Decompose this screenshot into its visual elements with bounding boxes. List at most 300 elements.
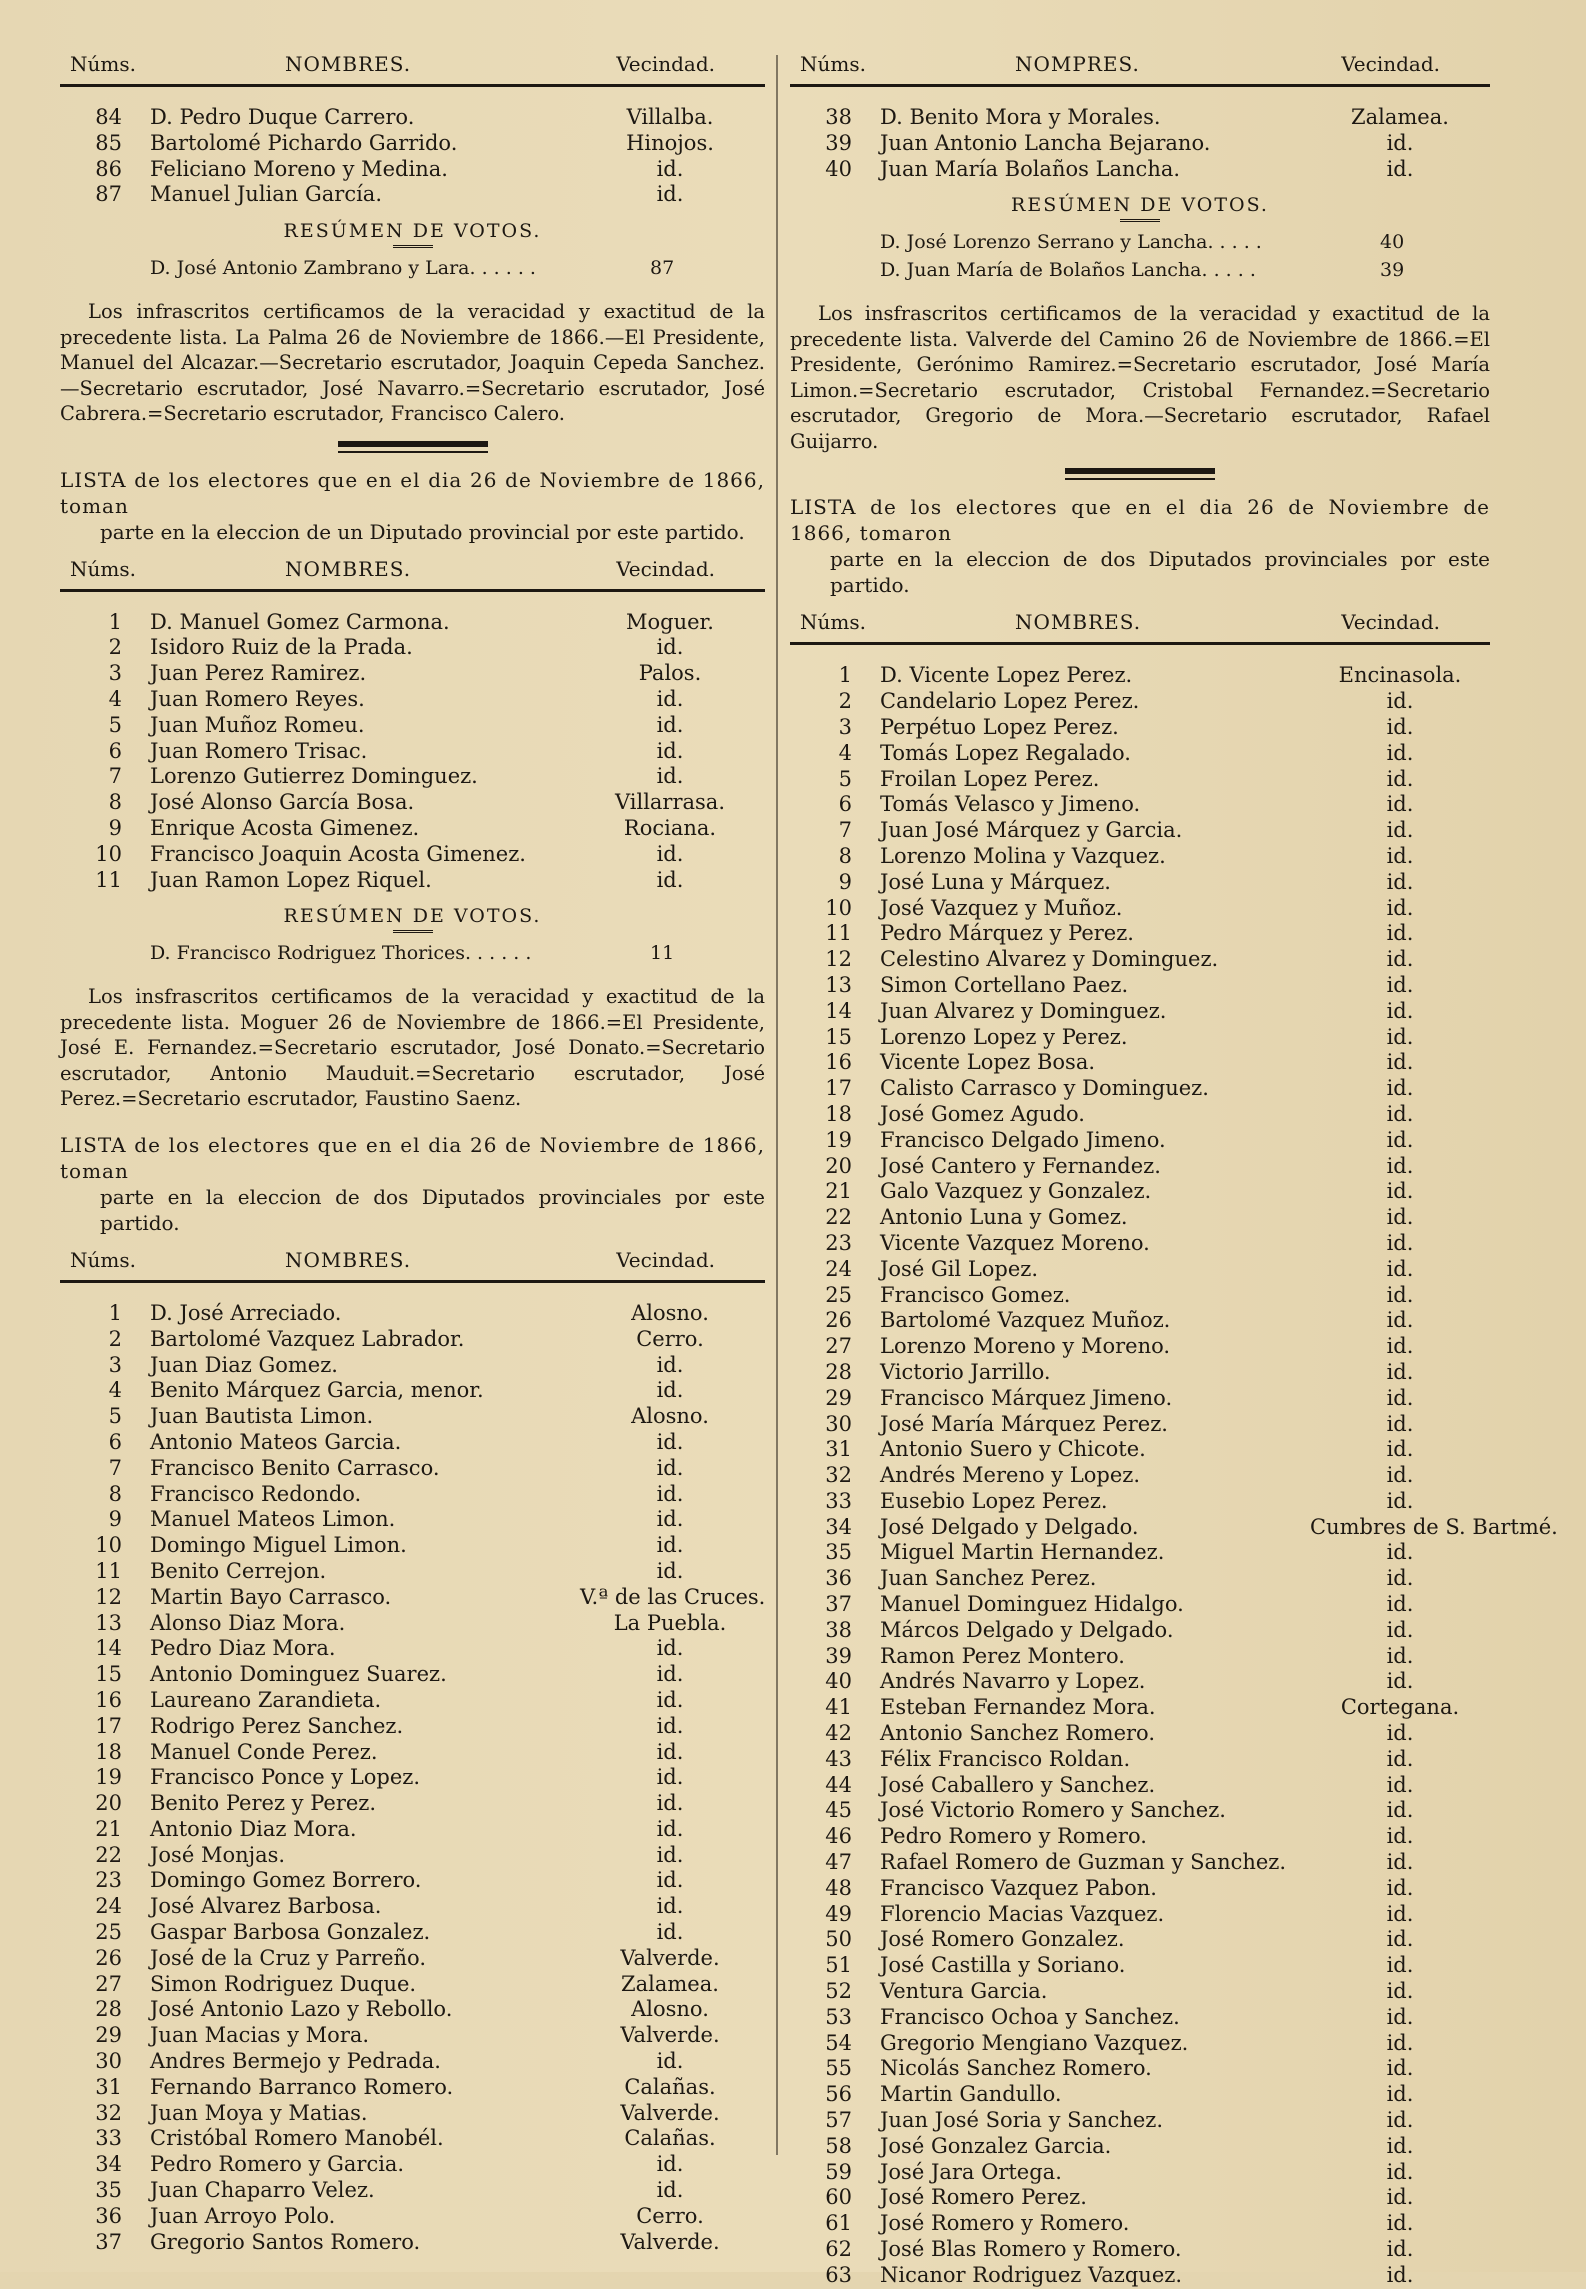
table-row	[60, 1946, 765, 1972]
row-vecindad: Calañas.	[624, 2074, 716, 2099]
table-row	[790, 131, 1490, 157]
row-vecindad: Cortegana.	[1340, 1695, 1460, 1720]
row-number: 21	[95, 1816, 122, 1841]
lista-line-2: parte en la eleccion de dos Diputados provinciales por este partido.	[830, 547, 1490, 598]
header-num: Núms.	[800, 610, 866, 635]
table-row	[790, 1128, 1490, 1154]
row-number: 1	[108, 1300, 122, 1325]
header-num: Núms.	[70, 1247, 136, 1272]
row-number: 40	[825, 1669, 852, 1694]
table-row	[60, 1559, 765, 1585]
row-number: 6	[108, 738, 122, 763]
row-name: Calisto Carrasco y Dominguez.	[880, 1076, 1209, 1101]
table-row	[790, 1463, 1490, 1489]
table-row	[60, 1507, 765, 1533]
row-name: José Victorio Romero y Sanchez.	[880, 1798, 1226, 1823]
table-row	[60, 764, 765, 790]
row-vecindad: Calañas.	[624, 2126, 716, 2151]
row-vecindad: Palos.	[638, 661, 702, 686]
row-name: Cristóbal Romero Manobél.	[150, 2126, 444, 2151]
table-row	[790, 1231, 1490, 1257]
table-row	[790, 921, 1490, 947]
row-number: 31	[825, 1437, 852, 1462]
row-name: José Luna y Márquez.	[880, 869, 1111, 894]
row-number: 6	[838, 792, 852, 817]
row-name: Candelario Lopez Perez.	[880, 689, 1140, 714]
row-number: 10	[825, 895, 852, 920]
row-number: 24	[95, 1894, 122, 1919]
row-vecindad: id.	[1386, 1592, 1414, 1617]
table-row	[60, 1585, 765, 1611]
section-rule-thick	[338, 441, 488, 447]
row-vecindad: Alosno.	[631, 1997, 709, 2022]
row-vecindad: id.	[1386, 1205, 1414, 1230]
table-row	[790, 2108, 1490, 2134]
row-number: 39	[825, 1643, 852, 1668]
row-vecindad: id.	[1386, 156, 1414, 181]
row-vecindad: Alosno.	[631, 1300, 709, 1325]
row-number: 33	[825, 1488, 852, 1513]
row-vecindad: Valverde.	[620, 2100, 720, 2125]
table-row	[790, 2160, 1490, 2186]
row-name: Juan Alvarez y Dominguez.	[880, 998, 1167, 1023]
row-vecindad: id.	[1386, 2082, 1414, 2107]
vote-line	[60, 942, 765, 970]
row-vecindad: id.	[1386, 869, 1414, 894]
table-row	[790, 1360, 1490, 1386]
row-number: 53	[825, 2004, 852, 2029]
header-vecindad: Vecindad.	[616, 556, 715, 581]
table-header	[790, 50, 1490, 87]
row-number: 27	[95, 1971, 122, 1996]
row-vecindad: id.	[1386, 2237, 1414, 2261]
row-vecindad: id.	[1386, 2108, 1414, 2133]
table-row	[60, 739, 765, 765]
row-name: Rafael Romero de Guzman y Sanchez.	[880, 1850, 1287, 1875]
row-vecindad: id.	[1386, 1669, 1414, 1694]
table-row	[790, 2237, 1490, 2263]
table-row	[60, 2230, 765, 2256]
row-name: Benito Cerrejon.	[150, 1558, 327, 1583]
table-row	[60, 1920, 765, 1946]
row-name: Perpétuo Lopez Perez.	[880, 714, 1119, 739]
table-row	[790, 1489, 1490, 1515]
row-name: Juan Macias y Mora.	[150, 2023, 370, 2048]
lista-heading	[790, 494, 1490, 598]
table-row	[60, 2023, 765, 2049]
row-name: Pedro Márquez y Perez.	[880, 921, 1134, 946]
row-name: Bartolomé Vazquez Labrador.	[150, 1326, 465, 1351]
row-name: José Caballero y Sanchez.	[880, 1772, 1156, 1797]
row-number: 29	[825, 1385, 852, 1410]
table-row	[60, 1894, 765, 1920]
row-name: Laureano Zarandieta.	[150, 1687, 382, 1712]
row-vecindad: Villarrasa.	[614, 790, 726, 815]
row-name: Antonio Luna y Gomez.	[880, 1205, 1128, 1230]
row-number: 41	[825, 1695, 852, 1720]
row-number: 48	[825, 1875, 852, 1900]
row-vecindad: id.	[1386, 714, 1414, 739]
vote-count: 40	[1380, 231, 1405, 254]
table-row	[790, 2082, 1490, 2108]
row-name: José Gonzalez Garcia.	[880, 2133, 1112, 2158]
row-name: Simon Cortellano Paez.	[880, 972, 1129, 997]
row-vecindad: id.	[1386, 921, 1414, 946]
row-name: Juan Arroyo Polo.	[150, 2203, 336, 2228]
table-row	[790, 2005, 1490, 2031]
row-number: 38	[825, 105, 852, 129]
row-vecindad: id.	[1386, 2004, 1414, 2029]
row-vecindad: id.	[1386, 2159, 1414, 2184]
row-vecindad: id.	[1386, 130, 1414, 155]
lista-line-1: LISTA de los electores que en el dia 26 de Noviembre de 1866, toman	[60, 467, 765, 518]
table-row	[60, 2126, 765, 2152]
row-vecindad: id.	[1386, 2262, 1414, 2287]
row-name: Juan Chaparro Velez.	[150, 2178, 375, 2203]
row-vecindad: id.	[1386, 1617, 1414, 1642]
row-number: 84	[95, 105, 122, 129]
table-row	[790, 1334, 1490, 1360]
lista-heading	[60, 467, 765, 545]
row-number: 60	[825, 2185, 852, 2210]
row-vecindad: id.	[656, 1920, 684, 1945]
row-name: José Alonso García Bosa.	[150, 790, 415, 815]
row-vecindad: id.	[1386, 1772, 1414, 1797]
table-row	[790, 157, 1490, 183]
table-row	[60, 1843, 765, 1869]
row-number: 47	[825, 1850, 852, 1875]
row-vecindad: id.	[1386, 1953, 1414, 1978]
row-name: Francisco Ponce y Lopez.	[150, 1765, 421, 1790]
section-rule-thick	[1065, 468, 1215, 474]
table-row	[790, 663, 1490, 689]
row-number: 6	[108, 1429, 122, 1454]
row-vecindad: id.	[1386, 1540, 1414, 1565]
row-name: Celestino Alvarez y Dominguez.	[880, 947, 1219, 972]
table-row	[790, 2211, 1490, 2237]
row-vecindad: Rociana.	[623, 816, 717, 841]
table-row	[60, 2101, 765, 2127]
table-row	[60, 1997, 765, 2023]
row-vecindad: Cerro.	[636, 2203, 704, 2228]
row-name: Manuel Conde Perez.	[150, 1739, 378, 1764]
table-row	[60, 610, 765, 636]
row-number: 31	[95, 2074, 122, 2099]
header-nombres: NOMPRES.	[1015, 52, 1140, 76]
row-number: 52	[825, 1979, 852, 2004]
row-vecindad: id.	[656, 687, 684, 712]
table-row	[60, 687, 765, 713]
row-name: D. José Arreciado.	[150, 1300, 342, 1325]
row-number: 37	[95, 2229, 122, 2254]
row-name: Domingo Miguel Limon.	[150, 1533, 407, 1558]
row-number: 5	[838, 766, 852, 791]
table-row	[60, 1430, 765, 1456]
row-name: Juan José Soria y Sanchez.	[880, 2108, 1164, 2133]
row-number: 3	[108, 661, 122, 686]
row-number: 7	[108, 1455, 122, 1480]
row-name: Francisco Delgado Jimeno.	[880, 1127, 1166, 1152]
row-vecindad: id.	[1386, 1437, 1414, 1462]
row-vecindad: id.	[656, 1429, 684, 1454]
row-number: 85	[95, 130, 122, 155]
row-name: Gregorio Mengiano Vazquez.	[880, 2030, 1189, 2055]
table-row	[790, 1876, 1490, 1902]
table-row	[60, 1611, 765, 1637]
table-row	[790, 1566, 1490, 1592]
row-vecindad: Zalamea.	[621, 1971, 719, 1996]
row-name: Tomás Lopez Regalado.	[880, 740, 1131, 765]
row-name: Antonio Sanchez Romero.	[880, 1721, 1155, 1746]
row-number: 16	[825, 1050, 852, 1075]
row-number: 42	[825, 1721, 852, 1746]
row-name: José Cantero y Fernandez.	[880, 1153, 1161, 1178]
row-name: José Romero Perez.	[880, 2185, 1087, 2210]
row-vecindad: id.	[1386, 1901, 1414, 1926]
row-name: Enrique Acosta Gimenez.	[150, 816, 420, 841]
row-vecindad: id.	[1386, 1385, 1414, 1410]
row-name: Antonio Mateos Garcia.	[150, 1429, 402, 1454]
row-number: 19	[95, 1765, 122, 1790]
row-number: 9	[108, 816, 122, 841]
row-vecindad: id.	[656, 1352, 684, 1377]
row-number: 29	[95, 2023, 122, 2048]
row-vecindad: id.	[1386, 1927, 1414, 1952]
row-number: 25	[825, 1282, 852, 1307]
row-vecindad: id.	[1386, 1875, 1414, 1900]
row-number: 87	[95, 182, 122, 207]
double-rule	[393, 930, 433, 936]
row-vecindad: id.	[656, 635, 684, 660]
row-name: Feliciano Moreno y Medina.	[150, 156, 448, 181]
table-row	[60, 131, 765, 157]
row-name: Gregorio Santos Romero.	[150, 2229, 421, 2254]
table-row	[790, 1927, 1490, 1953]
row-vecindad: id.	[1386, 998, 1414, 1023]
row-vecindad: id.	[1386, 1050, 1414, 1075]
row-name: Juan Bautista Limon.	[150, 1404, 374, 1429]
lista-line-1: LISTA de los electores que en el dia 26 de Noviembre de 1866, tomaron	[790, 495, 1490, 546]
row-vecindad: id.	[1386, 1798, 1414, 1823]
row-name: Nicolás Sanchez Romero.	[880, 2056, 1152, 2081]
row-number: 55	[825, 2056, 852, 2081]
lista-line-1: LISTA de los electores que en el dia 26 de Noviembre de 1866, toman	[60, 1132, 765, 1183]
table-row	[60, 1972, 765, 1998]
row-number: 22	[95, 1842, 122, 1867]
row-vecindad: id.	[1386, 2030, 1414, 2055]
row-number: 2	[108, 1326, 122, 1351]
lista-heading	[60, 1132, 765, 1236]
row-number: 57	[825, 2108, 852, 2133]
row-vecindad: id.	[656, 156, 684, 181]
row-name: Simon Rodriguez Duque.	[150, 1971, 417, 1996]
table-row	[790, 1205, 1490, 1231]
header-vecindad: Vecindad.	[616, 52, 715, 76]
table-row	[60, 1765, 765, 1791]
table-row	[790, 2056, 1490, 2082]
row-vecindad: id.	[1386, 818, 1414, 843]
row-number: 5	[108, 712, 122, 737]
table-row	[60, 2204, 765, 2230]
table-row	[60, 157, 765, 183]
row-number: 3	[838, 714, 852, 739]
row-number: 24	[825, 1256, 852, 1281]
row-number: 20	[95, 1791, 122, 1816]
table-row	[790, 973, 1490, 999]
row-vecindad: id.	[1386, 1101, 1414, 1126]
row-name: José Romero y Romero.	[880, 2211, 1130, 2236]
row-vecindad: id.	[1386, 1824, 1414, 1849]
table-row	[790, 947, 1490, 973]
row-number: 30	[95, 2049, 122, 2074]
row-vecindad: id.	[656, 1558, 684, 1583]
row-vecindad: id.	[1386, 1308, 1414, 1333]
row-number: 2	[108, 635, 122, 660]
table-row	[790, 1669, 1490, 1695]
table-row	[790, 1257, 1490, 1283]
row-name: Lorenzo Molina y Vazquez.	[880, 843, 1166, 868]
row-name: José Jara Ortega.	[880, 2159, 1062, 2184]
row-vecindad: id.	[1386, 1850, 1414, 1875]
row-name: José Antonio Lazo y Rebollo.	[150, 1997, 453, 2022]
row-name: Isidoro Ruiz de la Prada.	[150, 635, 413, 660]
row-name: Francisco Redondo.	[150, 1481, 362, 1506]
row-number: 40	[825, 156, 852, 181]
table-row	[790, 1695, 1490, 1721]
table-row	[790, 1644, 1490, 1670]
row-name: Márcos Delgado y Delgado.	[880, 1617, 1174, 1642]
table-row	[60, 1456, 765, 1482]
row-number: 8	[108, 1481, 122, 1506]
table-row	[60, 2152, 765, 2178]
row-name: Andres Bermejo y Pedrada.	[150, 2049, 441, 2074]
header-vecindad: Vecindad.	[1341, 52, 1440, 76]
row-name: Manuel Dominguez Hidalgo.	[880, 1592, 1184, 1617]
row-number: 35	[95, 2178, 122, 2203]
row-name: Lorenzo Gutierrez Dominguez.	[150, 764, 478, 789]
row-name: Juan Sanchez Perez.	[880, 1566, 1097, 1591]
table-row	[60, 868, 765, 894]
row-vecindad: id.	[656, 1687, 684, 1712]
row-vecindad: Villalba.	[626, 105, 714, 129]
row-vecindad: id.	[656, 738, 684, 763]
row-name: D. Pedro Duque Carrero.	[150, 105, 415, 129]
row-number: 46	[825, 1824, 852, 1849]
table-row	[790, 1154, 1490, 1180]
table-row	[790, 1798, 1490, 1824]
row-number: 1	[838, 663, 852, 688]
row-name: José Delgado y Delgado.	[880, 1514, 1139, 1539]
row-name: Pedro Diaz Mora.	[150, 1636, 336, 1661]
row-vecindad: id.	[656, 841, 684, 866]
left-column	[60, 50, 765, 2255]
row-number: 16	[95, 1687, 122, 1712]
row-number: 33	[95, 2126, 122, 2151]
row-name: Gaspar Barbosa Gonzalez.	[150, 1920, 431, 1945]
table-row	[790, 105, 1490, 131]
row-name: Bartolomé Pichardo Garrido.	[150, 130, 458, 155]
row-name: Manuel Mateos Limon.	[150, 1507, 396, 1532]
row-number: 61	[825, 2211, 852, 2236]
row-name: Ventura Garcia.	[880, 1979, 1048, 2004]
row-name: Galo Vazquez y Gonzalez.	[880, 1179, 1152, 1204]
table-row	[790, 870, 1490, 896]
row-vecindad: Valverde.	[620, 2023, 720, 2048]
table-row	[790, 896, 1490, 922]
row-name: José Romero Gonzalez.	[880, 1927, 1125, 1952]
table-row	[60, 105, 765, 131]
row-vecindad: Valverde.	[620, 2229, 720, 2254]
row-name: Florencio Macias Vazquez.	[880, 1901, 1165, 1926]
row-number: 15	[825, 1024, 852, 1049]
row-vecindad: id.	[656, 1842, 684, 1867]
row-name: Juan Romero Reyes.	[150, 687, 365, 712]
row-name: Juan Antonio Lancha Bejarano.	[880, 130, 1211, 155]
table-row	[790, 1386, 1490, 1412]
table-row	[790, 1850, 1490, 1876]
row-number: 13	[825, 972, 852, 997]
row-number: 1	[108, 609, 122, 634]
row-number: 32	[825, 1463, 852, 1488]
table-row	[790, 1025, 1490, 1051]
table-row	[60, 1662, 765, 1688]
row-name: Alonso Diaz Mora.	[150, 1610, 346, 1635]
row-number: 38	[825, 1617, 852, 1642]
row-name: Benito Márquez Garcia, menor.	[150, 1378, 484, 1403]
table-header	[790, 608, 1490, 645]
row-vecindad: id.	[656, 1868, 684, 1893]
row-number: 32	[95, 2100, 122, 2125]
table-row	[60, 1817, 765, 1843]
row-name: Francisco Márquez Jimeno.	[880, 1385, 1173, 1410]
row-number: 50	[825, 1927, 852, 1952]
table-row	[790, 1592, 1490, 1618]
row-vecindad: Cumbres de S. Bartmé.	[1310, 1514, 1558, 1539]
row-name: Francisco Benito Carrasco.	[150, 1455, 440, 1480]
table-row	[790, 2185, 1490, 2211]
header-nombres: NOMBRES.	[285, 556, 412, 581]
row-name: Victorio Jarrillo.	[880, 1359, 1051, 1384]
row-name: Nicanor Rodriguez Vazquez.	[880, 2262, 1182, 2287]
row-vecindad: id.	[1386, 2056, 1414, 2081]
vote-line	[790, 231, 1490, 259]
section-rule-thin	[338, 451, 488, 453]
row-number: 11	[95, 1558, 122, 1583]
row-vecindad: id.	[1386, 1411, 1414, 1436]
row-name: Manuel Julian García.	[150, 182, 382, 207]
row-number: 34	[825, 1514, 852, 1539]
row-number: 19	[825, 1127, 852, 1152]
table-row	[60, 2075, 765, 2101]
table-row	[60, 1740, 765, 1766]
row-vecindad: id.	[656, 867, 684, 892]
table-row	[790, 999, 1490, 1025]
row-number: 13	[95, 1610, 122, 1635]
row-number: 11	[95, 867, 122, 892]
table-row	[60, 661, 765, 687]
row-number: 39	[825, 130, 852, 155]
row-number: 14	[95, 1636, 122, 1661]
table-row	[790, 1721, 1490, 1747]
row-vecindad: id.	[656, 2049, 684, 2074]
vote-count: 39	[1380, 259, 1405, 282]
row-number: 9	[108, 1507, 122, 1532]
row-name: José Blas Romero y Romero.	[880, 2237, 1182, 2261]
row-number: 63	[825, 2262, 852, 2287]
row-vecindad: id.	[1386, 1282, 1414, 1307]
row-vecindad: id.	[656, 1713, 684, 1738]
table-row	[60, 2178, 765, 2204]
